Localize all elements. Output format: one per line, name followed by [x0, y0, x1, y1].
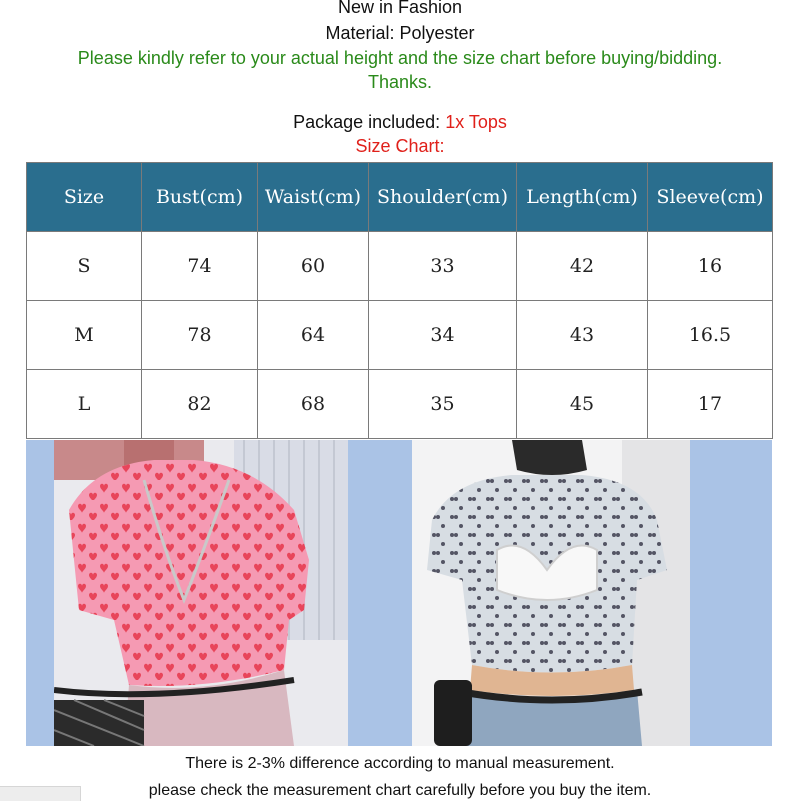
size-chart-header-row	[27, 163, 773, 232]
cell-waist: 60	[258, 232, 369, 301]
cell-sleeve: 16.5	[648, 301, 773, 370]
cell-size: M	[27, 301, 142, 370]
cell-shoulder: 33	[369, 232, 517, 301]
header-cell-bust: Bust(cm)	[142, 163, 258, 232]
cell-length: 42	[517, 232, 648, 301]
title-line: New in Fashion	[337, 0, 463, 17]
notice-line-2: Thanks.	[367, 72, 433, 92]
header-cell-waist: Waist(cm)	[258, 163, 369, 232]
cell-length: 45	[517, 370, 648, 439]
table-row	[27, 232, 773, 301]
cell-waist: 68	[258, 370, 369, 439]
package-label: Package included:	[293, 112, 446, 132]
mesh-top-photo	[412, 440, 690, 746]
cell-shoulder: 34	[369, 301, 517, 370]
cell-sleeve: 16	[648, 232, 773, 301]
header-cell-size: Size	[27, 163, 142, 232]
product-photo-panel	[26, 440, 772, 746]
table-row	[27, 370, 773, 439]
package-line	[0, 111, 800, 133]
cell-waist: 64	[258, 301, 369, 370]
cell-sleeve: 17	[648, 370, 773, 439]
cell-length: 43	[517, 301, 648, 370]
disclaimer-line-2: please check the measurement chart carefully before you buy the item.	[148, 782, 652, 799]
notice-line-1: Please kindly refer to your actual height and the size chart before buying/bidding.	[77, 48, 723, 68]
material-line: Material: Polyester	[325, 23, 475, 43]
header-cell-shoulder: Shoulder(cm)	[369, 163, 517, 232]
header-cell-sleeve: Sleeve(cm)	[648, 163, 773, 232]
cell-bust: 74	[142, 232, 258, 301]
cell-bust: 78	[142, 301, 258, 370]
header-cell-length: Length(cm)	[517, 163, 648, 232]
cell-shoulder: 35	[369, 370, 517, 439]
size-chart-label: Size Chart:	[355, 136, 445, 156]
package-value: 1x Tops	[445, 112, 507, 132]
size-chart-table	[26, 162, 773, 439]
pink-heart-top-photo	[54, 440, 348, 746]
table-row	[27, 301, 773, 370]
disclaimer-line-1: There is 2-3% difference according to manual measurement.	[185, 755, 615, 772]
cell-size: S	[27, 232, 142, 301]
cell-bust: 82	[142, 370, 258, 439]
corner-tab	[0, 786, 81, 801]
cell-size: L	[27, 370, 142, 439]
